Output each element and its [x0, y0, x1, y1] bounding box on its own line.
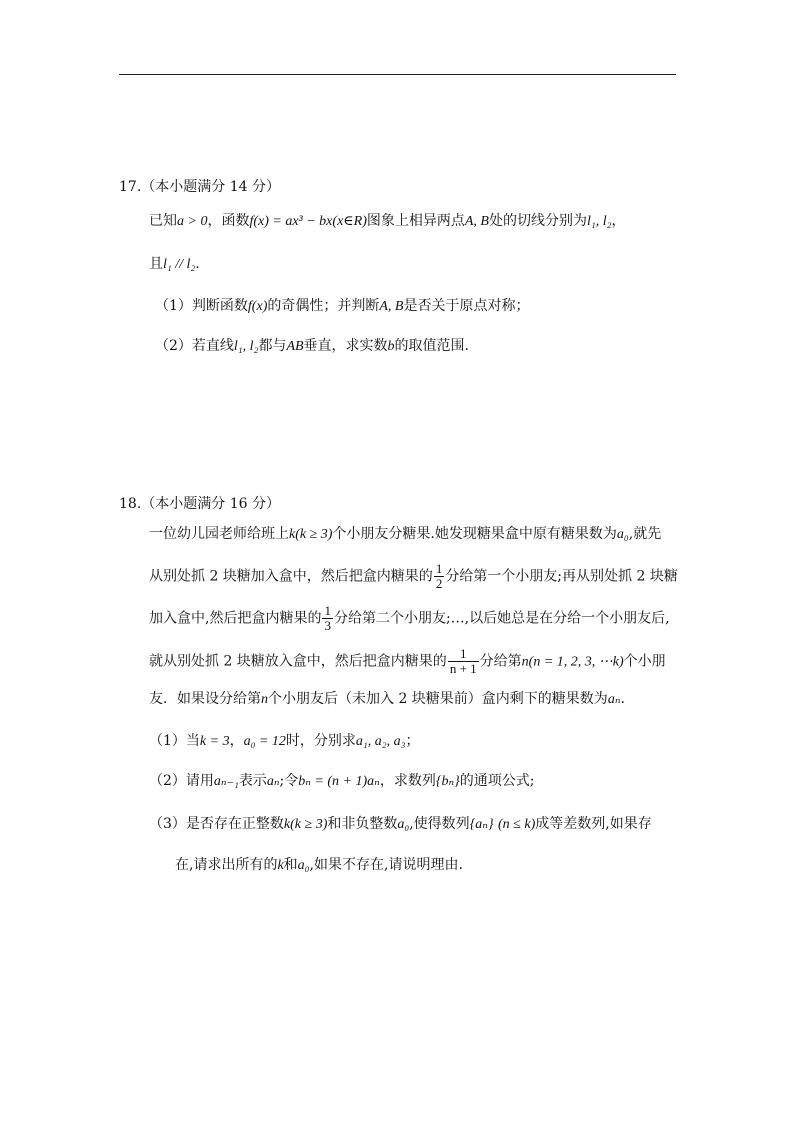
q18-statement-line-5 — [149, 689, 625, 710]
q17-subquestion-1 — [155, 296, 529, 317]
text: 一位幼儿园老师给班上 — [149, 526, 289, 542]
header-rule — [119, 74, 676, 75]
text: （2）若直线 — [155, 338, 234, 354]
math-sequence-an: {aₙ} — [469, 817, 494, 832]
fraction-numerator: 1 — [324, 603, 331, 618]
math-a0: a₀ — [616, 527, 629, 542]
text: 分给第 — [479, 653, 522, 670]
text: 就从别处抓 2 块糖放入盒中，然后把盒内糖果的 — [149, 653, 447, 670]
text: 是否关于原点对称； — [403, 298, 530, 314]
q18-subquestion-3-line-2 — [175, 855, 463, 876]
math-k-value: k = 3 — [199, 734, 230, 749]
text: 个小朋友分糖果.她发现糖果盒中原有糖果数为 — [332, 526, 617, 542]
q18-subquestion-2 — [149, 771, 534, 792]
text: 时，分别求 — [285, 733, 356, 749]
text: 个小朋 — [623, 653, 666, 670]
text: ， — [611, 213, 626, 229]
text: 在,请求出所有的 — [175, 857, 278, 873]
fraction-one-over-n-plus-one — [448, 647, 479, 676]
text: 友．如果设分给第 — [149, 691, 261, 707]
math-n-range: n(n = 1, 2, 3, ⋯k) — [521, 654, 624, 670]
math-lines: l₁, l₂ — [233, 339, 259, 354]
math-lines: l₁, l₂ — [586, 214, 612, 229]
text: ,就先 — [628, 526, 662, 542]
math-n: n — [261, 692, 268, 707]
text: 个小朋友后（未加入 2 块糖果前）盒内剩下的糖果数为 — [268, 691, 608, 707]
text: 和非负整数 — [327, 816, 398, 832]
text: ， — [229, 733, 244, 749]
math-a0: a₀ — [297, 858, 310, 873]
q18-header: 18.（本小题满分 16 分） — [119, 496, 280, 512]
q17-statement-line-2 — [149, 254, 200, 275]
text: 的取值范围. — [394, 338, 469, 354]
text: 加入盒中,然后把盒内糖果的 — [149, 610, 322, 627]
math-a0-value: a₀ = 12 — [243, 734, 286, 749]
math-sequence-bn: {bₙ} — [435, 774, 460, 789]
math-an: aₙ — [607, 692, 621, 707]
math-an: aₙ — [266, 774, 280, 789]
text: 垂直，求实数 — [303, 338, 388, 354]
text: 的奇偶性；并判断 — [267, 298, 380, 314]
text: 且 — [149, 256, 163, 272]
q18-statement-line-3 — [149, 604, 670, 633]
math-terms: a₁, a₂, a₃ — [355, 734, 406, 749]
math-parallel: l₁ // l₂ — [163, 257, 196, 272]
fraction-numerator: 1 — [435, 561, 443, 576]
math-function: f(x) = ax³ − bx(x∈R) — [249, 214, 367, 229]
text: （1）当 — [149, 733, 200, 749]
q17-header: 17.（本小题满分 14 分） — [119, 179, 280, 195]
text: 都与 — [258, 338, 287, 354]
math-variable: b — [387, 339, 395, 354]
math-a0: a₀ — [397, 817, 410, 832]
math-points: A, B — [379, 299, 404, 314]
text: （3）是否存在正整数 — [149, 816, 284, 832]
q18-subquestion-3-line-1 — [149, 814, 652, 835]
fraction-denominator: 3 — [324, 618, 331, 633]
text: ;令 — [279, 773, 299, 789]
text: 和 — [283, 857, 298, 873]
q17-statement-line-1 — [149, 211, 625, 232]
text: 分给第一个小朋友;再从别处抓 2 块糖 — [445, 568, 678, 585]
math-k: k(k ≥ 3) — [283, 817, 328, 832]
q18-statement-line-4 — [149, 647, 666, 676]
math-condition: a > 0 — [177, 214, 208, 229]
text: ,使得数列 — [409, 816, 470, 832]
text: 处的切线分别为 — [488, 213, 587, 229]
text: ,如果不存在,请说明理由. — [309, 857, 463, 873]
math-function: f(x) — [247, 299, 268, 314]
text: . — [620, 691, 625, 707]
math-points: A, B — [464, 214, 489, 229]
text: （1）判断函数 — [155, 298, 248, 314]
text: 成等差数列,如果存 — [535, 816, 652, 832]
text: ； — [405, 733, 420, 749]
math-segment: AB — [286, 339, 304, 354]
text: （2）请用 — [149, 773, 214, 789]
fraction-denominator: 2 — [435, 576, 443, 591]
fraction-denominator: n + 1 — [449, 661, 477, 676]
text: 表示 — [238, 773, 267, 789]
math-bn-definition: bₙ = (n + 1)aₙ — [298, 774, 380, 789]
text: 的通项公式; — [459, 773, 535, 789]
q18-statement-line-1 — [149, 524, 661, 545]
text: ，求数列 — [379, 773, 436, 789]
q18-subquestion-1 — [149, 731, 420, 752]
math-n-condition: (n ≤ k) — [498, 817, 536, 832]
q17-subquestion-2 — [155, 336, 469, 357]
text: . — [195, 256, 200, 272]
fraction-one-third — [322, 604, 333, 633]
text: 从别处抓 2 块糖加入盒中，然后把盒内糖果的 — [149, 568, 433, 585]
text: 已知 — [149, 213, 177, 229]
math-k: k — [277, 858, 284, 873]
math-an-minus-1: aₙ₋₁ — [213, 774, 239, 789]
fraction-numerator: 1 — [459, 646, 467, 661]
q18-statement-line-2 — [149, 562, 678, 591]
fraction-one-half — [434, 562, 445, 591]
text: ，函数 — [207, 213, 250, 229]
text: 图象上相异两点 — [366, 213, 465, 229]
text: 分给第二个小朋友;…,以后她总是在分给一个小朋友后, — [333, 610, 670, 627]
math-k: k(k ≥ 3) — [289, 527, 333, 542]
